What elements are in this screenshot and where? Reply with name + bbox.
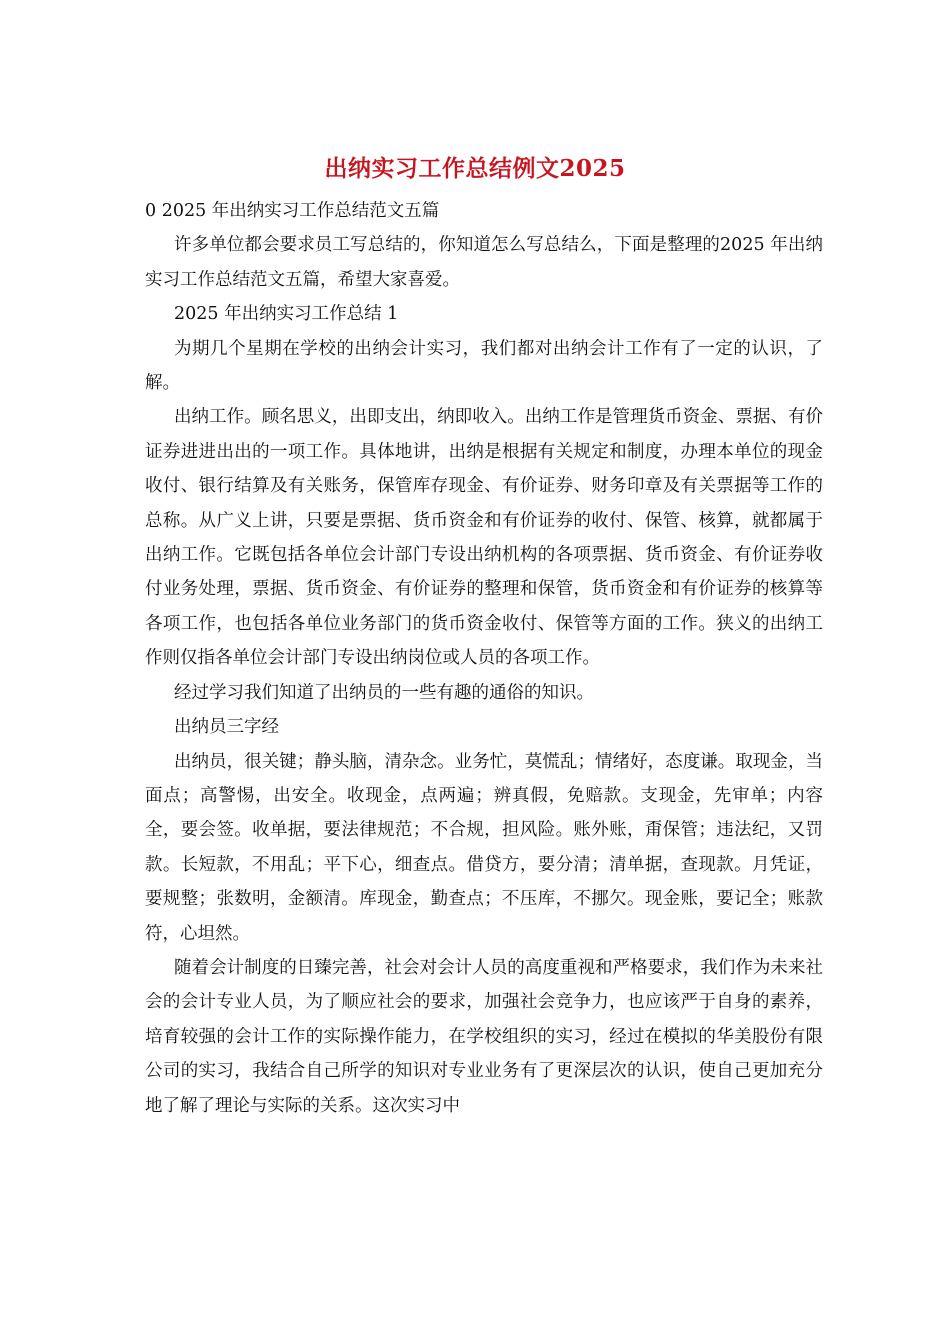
document-subtitle: 0 2025 年出纳实习工作总结范文五篇 <box>145 201 440 221</box>
paragraph: 随着会计制度的日臻完善，社会对会计人员的高度重视和严格要求，我们作为未来社会的会计专业人员，为了顺应社会的要求，加强社会竞争力，也应该严于自身的素养，培育较强的会计工作的实际操作能力，在学校组织的实习，经过在模拟的华美股份有限公司的实习，我结合自己所学的知识对专业业务有了更深层次的认识，使自己更加充分地了解了理论与实际的关系。这次实习中 <box>145 957 823 1116</box>
paragraph: 经过学习我们知道了出纳员的一些有趣的通俗的知识。 <box>174 682 594 703</box>
paragraph: 出纳工作。顾名思义，出即支出，纳即收入。出纳工作是管理货币资金、票据、有价证券进进出出的一项工作。具体地讲，出纳是根据有关规定和制度，办理本单位的现金收付、银行结算及有关账务，保管库存现金、有价证券、财务印章及有关票据等工作的总称。从广义上讲，只要是票据、货币资金和有价证券的收付、保管、核算，就都属于出纳工作。它既包括各单位会计部门专设出纳机构的各项票据、货币资金、有价证券收付业务处理，票据、货币资金、有价证券的整理和保管，货币资金和有价证券的核算等各项工作，也包括各单位业务部门的货币资金收付、保管等方面的工作。狭义的出纳工作则仅指各单位会计部门专设出纳岗位或人员的各项工作。 <box>145 407 823 669</box>
paragraph: 为期几个星期在学校的出纳会计实习，我们都对出纳会计工作有了一定的认识，了解。 <box>145 338 823 394</box>
document-body <box>145 194 823 1123</box>
section-heading-three-character-classic: 出纳员三字经 <box>174 717 279 738</box>
paragraph-intro: 许多单位都会要求员工写总结的，你知道怎么写总结么，下面是整理的2025 年出纳实习工作总结范文五篇，希望大家喜爱。 <box>145 235 823 290</box>
paragraph-three-character-classic: 出纳员，很关键；静头脑，清杂念。业务忙，莫慌乱；情绪好，态度谦。取现金，当面点；高警惕，出安全。收现金，点两遍；辨真假，免赔款。支现金，先审单；内容全，要会签。收单据，要法律规范；不合规，担风险。账外账，甭保管；违法纪，又罚款。长短款，不用乱；平下心，细查点。借贷方，要分清；清单据，查现款。月凭证，要规整；张数明，金额清。库现金，勤查点；不压库，不挪欠。现金账，要记全；账款符，心坦然。 <box>145 751 823 944</box>
section-heading-1: 2025 年出纳实习工作总结 1 <box>174 304 399 325</box>
document-title: 出纳实习工作总结例文2025 <box>324 155 626 182</box>
